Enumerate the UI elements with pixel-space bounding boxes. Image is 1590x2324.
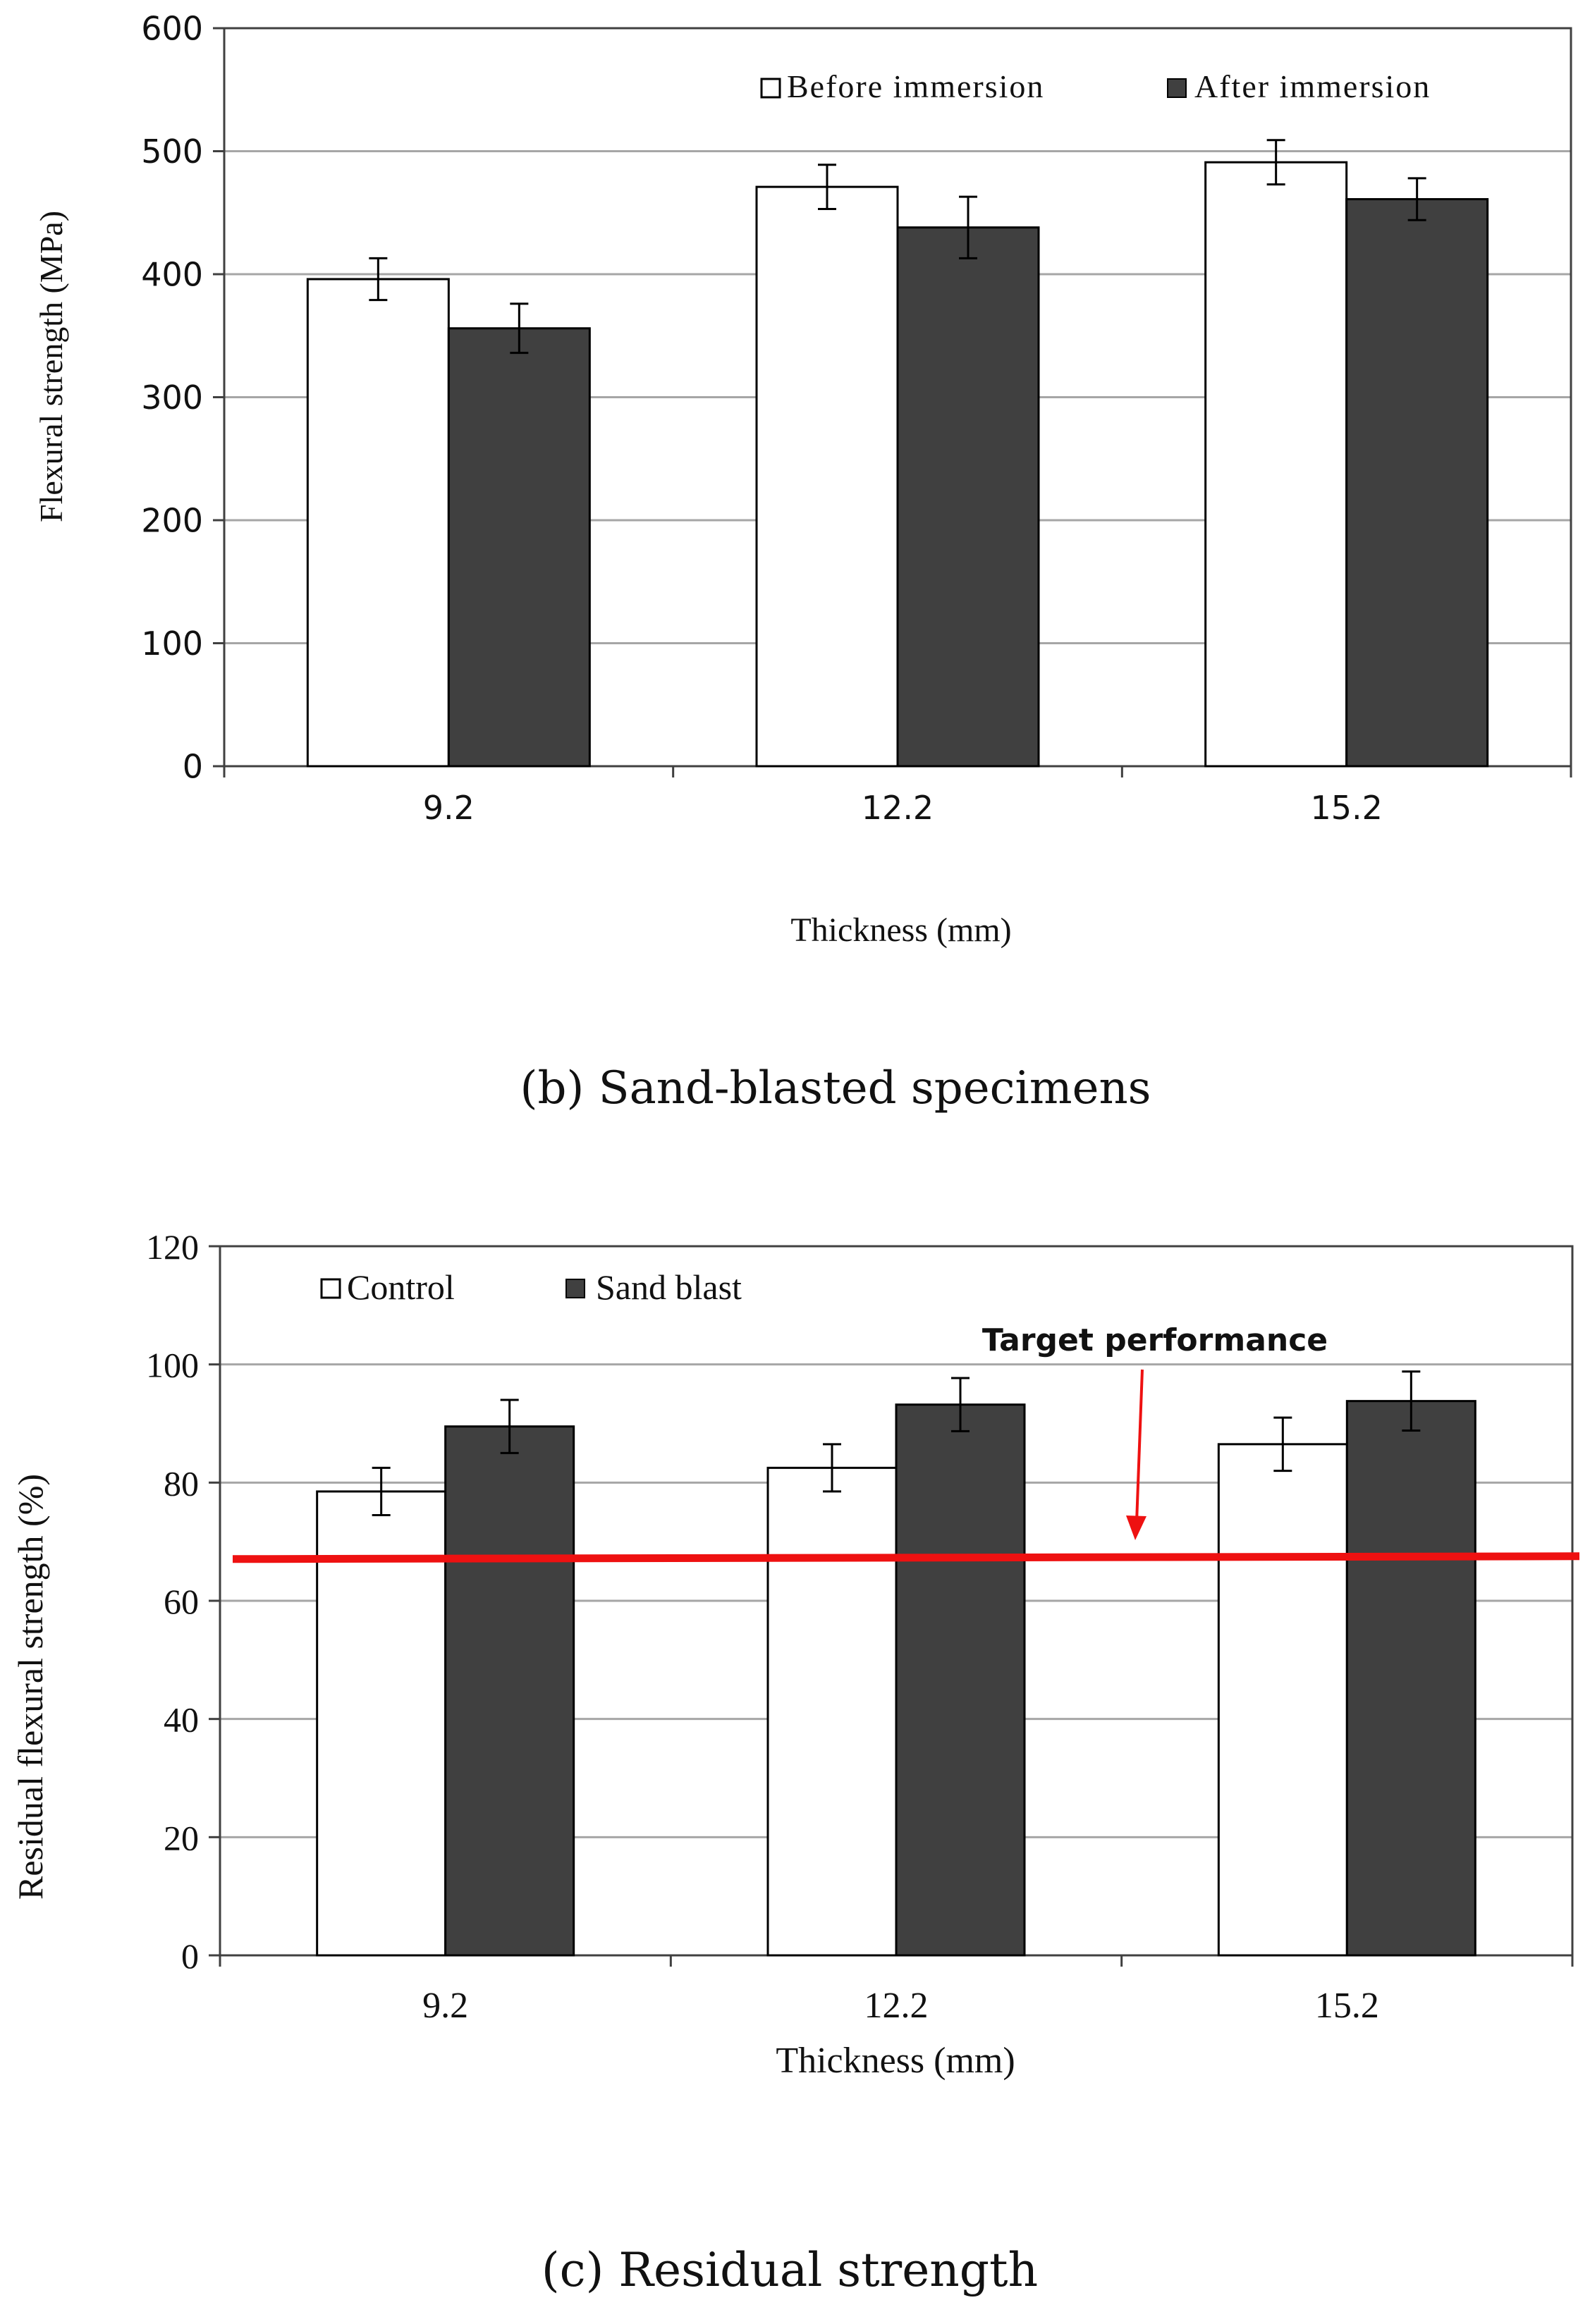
y-tick-label: 120 <box>146 1227 199 1267</box>
bar-sand-blast-15.2 <box>1347 1401 1475 1955</box>
legend-swatch-control <box>322 1279 340 1298</box>
caption-c: (c) Residual strength <box>541 2243 1039 2297</box>
y-tick-label: 20 <box>164 1818 199 1858</box>
chart-b-y-tick-labels <box>141 10 203 786</box>
bar-sand-blast-12.2 <box>896 1405 1025 1955</box>
x-tick-label: 15.2 <box>1310 789 1383 827</box>
bar-control-15.2 <box>1218 1444 1347 1955</box>
bar-after-immersion-12.2 <box>898 228 1039 766</box>
legend-swatch-before-immersion <box>762 79 780 97</box>
chart-c-x-axis-title: Thickness (mm) <box>776 2041 1015 2081</box>
chart-c-legend <box>322 1267 742 1307</box>
y-tick-label: 200 <box>141 501 203 540</box>
chart-c-y-tick-labels <box>146 1227 199 1976</box>
y-tick-label: 80 <box>164 1463 199 1504</box>
chart-c-y-axis-title: Residual flexural strength (%) <box>11 1474 50 1900</box>
chart-b-flexural-strength <box>33 10 1571 1114</box>
bar-after-immersion-15.2 <box>1347 199 1488 766</box>
chart-b-bars <box>307 162 1487 766</box>
bar-sand-blast-9.2 <box>446 1427 574 1955</box>
chart-b-x-axis-title: Thickness (mm) <box>790 911 1012 949</box>
bar-before-immersion-15.2 <box>1206 162 1347 766</box>
chart-c-bars <box>317 1401 1476 1955</box>
chart-b-x-tick-labels <box>423 789 1383 827</box>
y-tick-label: 60 <box>164 1582 199 1621</box>
x-tick-label: 9.2 <box>422 789 475 827</box>
x-tick-label: 9.2 <box>422 1986 469 2026</box>
target-performance-arrow <box>1126 1370 1146 1540</box>
legend-swatch-sand-blast <box>566 1279 585 1298</box>
legend-label-after-immersion: After immersion <box>1194 68 1431 104</box>
y-tick-label: 0 <box>181 1936 199 1976</box>
chart-c-x-tick-labels <box>422 1986 1379 2026</box>
chart-b-y-axis-title: Flexural strength (MPa) <box>33 210 69 523</box>
bar-after-immersion-9.2 <box>448 328 589 766</box>
x-tick-label: 15.2 <box>1314 1986 1379 2026</box>
legend-label-sand-blast: Sand blast <box>596 1267 742 1307</box>
legend-label-control: Control <box>347 1267 455 1307</box>
caption-b: (b) Sand-blasted specimens <box>520 1062 1151 1114</box>
y-tick-label: 400 <box>141 255 203 294</box>
y-tick-label: 500 <box>141 133 203 171</box>
y-tick-label: 40 <box>164 1699 199 1740</box>
bar-control-12.2 <box>768 1468 896 1955</box>
bar-before-immersion-9.2 <box>307 279 448 766</box>
chart-c-residual-strength <box>11 1227 1579 2297</box>
y-tick-label: 100 <box>146 1345 199 1385</box>
bar-before-immersion-12.2 <box>757 187 898 766</box>
target-performance-line <box>233 1556 1579 1559</box>
y-tick-label: 300 <box>141 379 203 417</box>
x-tick-label: 12.2 <box>861 789 934 827</box>
y-tick-label: 600 <box>141 9 203 48</box>
y-tick-label: 0 <box>182 747 203 786</box>
legend-label-before-immersion: Before immersion <box>787 68 1045 104</box>
arrow-shaft <box>1137 1370 1142 1523</box>
arrow-head <box>1126 1515 1146 1540</box>
target-performance-label: Target performance <box>981 1322 1328 1358</box>
legend-swatch-after-immersion <box>1168 79 1186 97</box>
chart-b-legend <box>762 68 1431 104</box>
x-tick-label: 12.2 <box>864 1986 929 2026</box>
y-tick-label: 100 <box>141 625 203 663</box>
